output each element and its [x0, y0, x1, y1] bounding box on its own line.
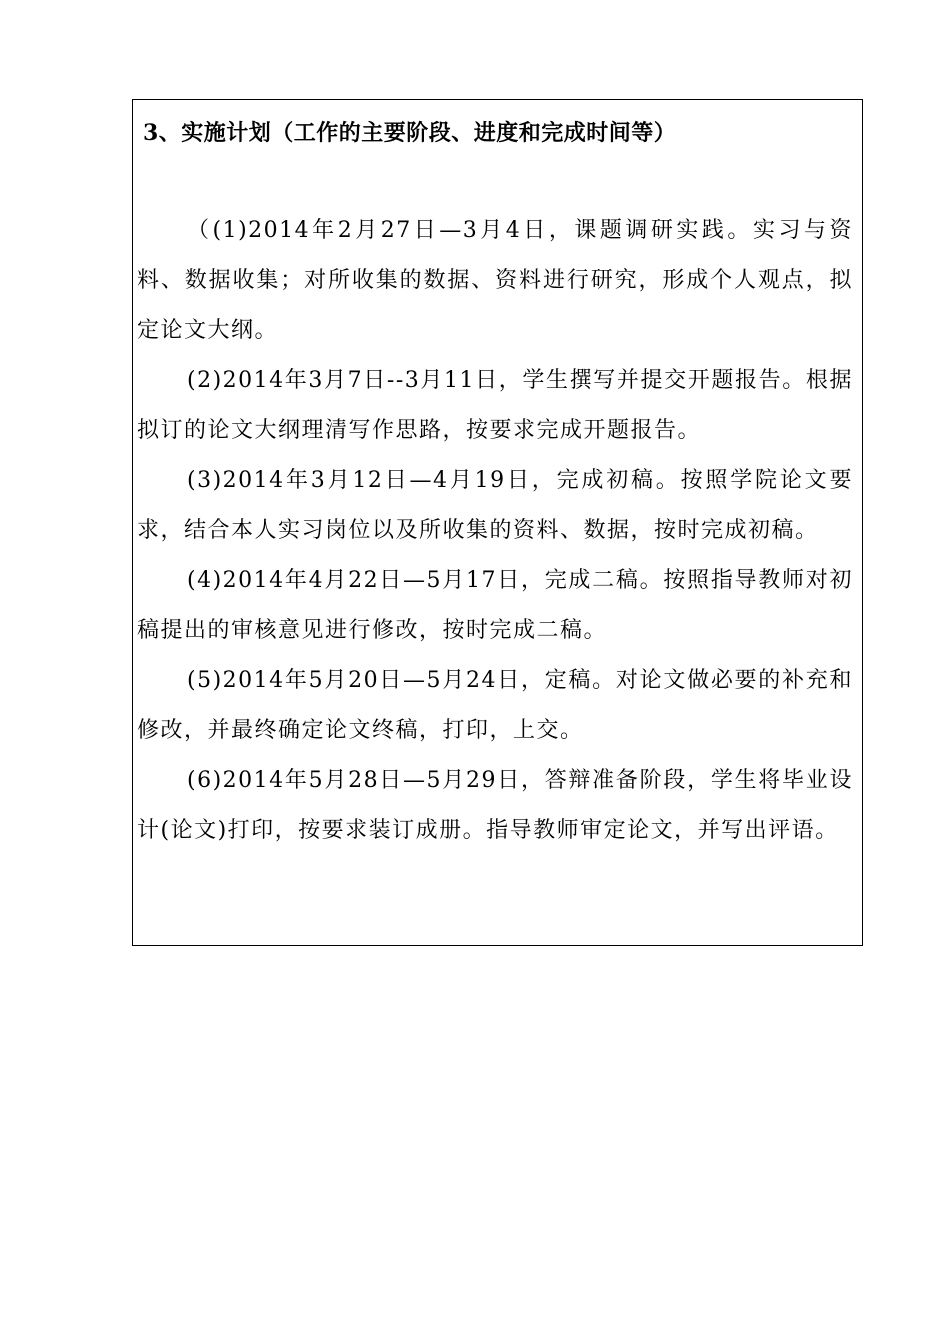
plan-body: [137, 206, 853, 856]
section-heading: 3、实施计划（工作的主要阶段、进度和完成时间等）: [143, 120, 677, 146]
plan-item-2: (2)2014年3月7日--3月11日，学生撰写并提交开题报告。根据拟订的论文大纲理清写作思路，按要求完成开题报告。: [137, 368, 853, 443]
plan-item-6: (6)2014年5月28日—5月29日，答辩准备阶段，学生将毕业设计(论文)打印，按要求装订成册。指导教师审定论文，并写出评语。: [137, 768, 853, 843]
plan-item-5: (5)2014年5月20日—5月24日，定稿。对论文做必要的补充和修改，并最终确定论文终稿，打印，上交。: [137, 668, 853, 743]
plan-table-cell: [132, 99, 863, 946]
plan-item-1: （(1)2014年2月27日—3月4日，课题调研实践。实习与资料、数据收集；对所收集的数据、资料进行研究，形成个人观点，拟定论文大纲。: [137, 218, 853, 343]
plan-item-3: (3)2014年3月12日—4月19日，完成初稿。按照学院论文要求，结合本人实习岗位以及所收集的资料、数据，按时完成初稿。: [137, 468, 853, 543]
plan-item-4: (4)2014年4月22日—5月17日，完成二稿。按照指导教师对初稿提出的审核意见进行修改，按时完成二稿。: [137, 568, 853, 643]
